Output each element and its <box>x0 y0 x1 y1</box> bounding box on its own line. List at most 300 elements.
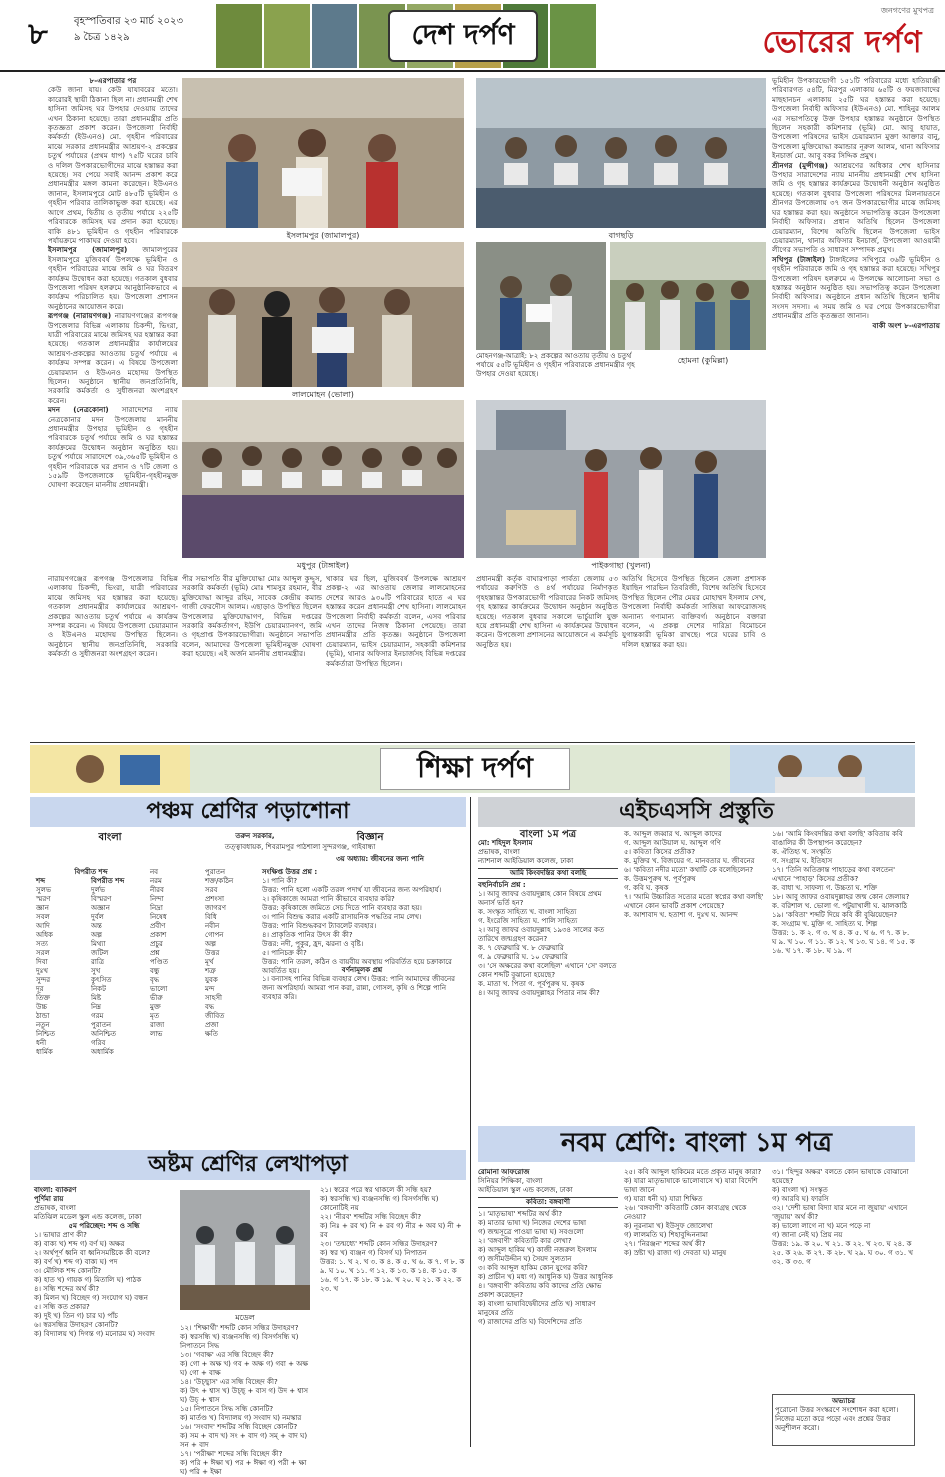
question-line: ২৩। 'তন্মধ্যে' শব্দটি কোন সন্ধির উদাহরণ? <box>320 1240 438 1248</box>
antonym-word: প্রবীণ <box>150 922 166 930</box>
class8-photo <box>180 1190 310 1310</box>
antonym-row <box>36 904 146 913</box>
question-line: ক) স্রষ্টা খ) রাজা গ) দেবতা ঘ) মানুষ <box>624 1249 727 1257</box>
class5-q-heading: সংক্ষিপ্ত উত্তর প্রশ্ন : <box>262 868 318 876</box>
antonym-word: সবল <box>36 913 50 921</box>
antonym-word: দিবা <box>36 958 48 966</box>
date-bangla: ৯ চৈত্র ১৪২৯ <box>74 32 130 43</box>
antonym-opposite: নিকট <box>91 985 106 993</box>
question-line: ২৬। 'বঙ্গবাণী' কবিতাটি কোন কাব্যগ্রন্থ থেকে নেওয়া? <box>624 1204 747 1221</box>
photo-mohanganj <box>476 242 606 350</box>
hsc-col-2 <box>624 830 764 1120</box>
hsc-col-3 <box>772 830 915 1120</box>
class9-topic: কবিতা: বঙ্গবাণী <box>478 1197 618 1208</box>
antonym-row <box>150 904 260 913</box>
antonym-word: নীরব <box>150 886 164 894</box>
question-line: গ) আরবি ঘ) ফারসি <box>772 1195 829 1203</box>
photo-mohanganj-image <box>476 242 606 350</box>
antonym-word: সত্য <box>36 940 48 948</box>
antonym-opposite: মন্দ <box>205 985 215 993</box>
antonym-word: সুলভ <box>36 886 52 894</box>
class8-col-3 <box>320 1186 466 1448</box>
antonym-word: নিদ্রা <box>150 904 163 912</box>
question-line: উত্তর: ১৯. ক ২০. খ ২১. ক ২২. খ ২৩. ঘ ২৪. ক ২৫. ক ২৬. ক ২৭. ক ২৮. খ ২৯. ঘ ৩০. গ ৩১. খ ৩২. ক ৩৩. গ <box>772 1240 913 1266</box>
photo-lalmohan <box>182 242 464 387</box>
hsc-author: মো: শহিদুল ইসলাম <box>478 839 533 847</box>
antonym-word: নিন্দা <box>150 895 164 903</box>
hsc-title: এইচএসসি প্রস্তুতি <box>478 797 915 827</box>
question-line: উত্তর: পানি হলো একটি তরল পদার্থ যা জীবনের জন্য অপরিহার্য। <box>262 886 442 894</box>
caption-homna: হোমনা (কুমিল্লা) <box>677 356 729 365</box>
class5-essay-heading: বর্ণনামূলক প্রশ্ন <box>341 966 383 974</box>
antonym-row <box>36 1003 146 1012</box>
question-line: ২। 'বঙ্গবাণী' কবিতাটি কার লেখা? <box>478 1237 572 1245</box>
question-line: ৫। পানিচক্র কী? <box>262 949 307 957</box>
antonym-word: উচ্চ <box>36 1003 48 1011</box>
date-gregorian: বৃহস্পতিবার ২৩ মার্চ ২০২৩ <box>74 16 184 27</box>
caption-lalmohan: লালমোহন (ভোলা) <box>292 390 354 399</box>
class5-author-school: তত্ত্বাবধায়ক, শিবরামপুর পাঠশালা সুন্দরগঞ্জ, গাইবান্ধা <box>224 843 376 851</box>
question-line: ক. ঐতিহ্য খ. সংস্কৃতি <box>772 848 832 856</box>
question-line: গ. কবি ঘ. কৃষক <box>624 884 669 892</box>
continuation-kicker: ৮-এরপাতার পর <box>89 76 137 85</box>
antonym-word: মুক্ত <box>150 1003 161 1011</box>
body-sreenagar: আশ্রয়ণের অধিকার শেখ হাসিনার উপহার সারাদেশের ন্যায় মাননীয় প্রধানমন্ত্রী শেখ হাসিনা জমি ও গৃহ হস্তান্তর কার্যক্রমের উদ্বোধনী অনুষ্ঠান অনুষ্ঠিত হয়েছে। গতকাল বুধবার উপজেলা পরিষদের মিলনায়তনে শ্রীনগর উপজেলায় ৩৭ জন উপকারভোগীর মাঝে জমিসহ ঘর হস্তান্তর করা হয়। অনুষ্ঠানে সভাপতিত্ব করেন উপজেলা নির্বাহী অফিসার। প্রধান অতিথি ছিলেন উপজেলা চেয়ারম্যান, বিশেষ অতিথি ছিলেন উপজেলা ভাইস চেয়ারম্যান, থানার অফিসার ইনচার্জ, উপজেলা আওয়ামী লীগের সভাপতি ও সাধারণ সম্পাদক প্রমুখ। <box>772 160 940 255</box>
class9-col-3 <box>772 1168 915 1388</box>
antonym-row <box>150 1030 260 1039</box>
caption-baghchari: বাগছড়ি <box>608 231 634 240</box>
logo-tagline: জনগণের মুখপত্র <box>880 6 934 15</box>
antonym-word: ভীরু <box>150 994 163 1002</box>
antonym-row <box>150 886 260 895</box>
antonym-word: বন্ধু <box>150 967 160 975</box>
antonym-row <box>150 985 260 994</box>
body-sakhipur: টাঙ্গাইলের সখিপুরে ৩৬টি ভূমিহীন ও গৃহহীন পরিবারকে জমি ও গৃহ হস্তান্তর করা হয়েছে। সখিপুর উপজেলা পরিষদ হলরুমে এ উপলক্ষে আলোচনা সভা ও হস্তান্তর অনুষ্ঠান অনুষ্ঠিত হয়। সভাপতিত্ব করেন উপজেলা নির্বাহী অফিসার। অনুষ্ঠানে প্রধান অতিথি ছিলেন স্থানীয় সংসদ সদস্য। এ সময় জমি ও ঘর পেয়ে উপকারভোগীরা প্রধানমন্ত্রীর প্রতি কৃতজ্ঞতা জানান। <box>772 254 940 321</box>
photo-lalmohan-image <box>182 242 464 387</box>
class8-col-1 <box>34 1186 174 1448</box>
antonym-col-word: শব্দ <box>36 877 46 885</box>
antonym-opposite: অল্প <box>91 931 103 939</box>
class9-author-school: আইডিয়াল স্কুল এন্ড কলেজ, ঢাকা <box>478 1186 573 1194</box>
question-line: গ) জসীমউদ্দীন ঘ) সৈয়দ সুলতান <box>478 1255 572 1263</box>
question-line: ৫। কবিতা কিসের প্রতীক? <box>624 848 696 856</box>
antonym-opposite: শত্রু <box>205 967 216 975</box>
question-line: ৪। আবু জাফর ওবায়দুল্লাহর পিতার নাম কী? <box>478 989 600 997</box>
antonym-opposite: মিথ্যা <box>91 940 106 948</box>
body-islampur: জামালপুরের ইসলামপুরে মুজিববর্ষ উপলক্ষে ভূমিহীন ও গৃহহীন পরিবারের মাঝে জমি ও ঘর বিতরণ কার্যক্রম উদ্বোধন করা হয়েছে। গতকাল বুধবার উপজেলা পরিষদ হলরুমে আনুষ্ঠানিকভাবে এ কার্যক্রম পরিচালিত হয়। উপজেলা প্রশাসন অনুষ্ঠানের আয়োজন করে। <box>48 245 178 311</box>
antonym-row <box>150 931 260 940</box>
question-line: উত্তর: কৃষিকাজে জমিতে সেচ দিতে পানি ব্যবহার করা হয়। <box>262 904 422 912</box>
question-line: ক. বাধা খ. সাফল্য গ. উচ্চতা ঘ. শক্তি <box>772 884 878 892</box>
newspaper-logo <box>745 8 940 66</box>
question-line: ২১। স্বরের পরে স্বর থাকলে কী সন্ধি হয়? <box>320 1186 432 1194</box>
question-line: ক) বাংলা খ) সংস্কৃত <box>772 1186 828 1194</box>
sub-madan: মদন (নেত্রকোনা) <box>48 405 109 415</box>
photo-baghchari-image <box>476 78 766 228</box>
antonym-word: ধার্মিক <box>36 1048 53 1056</box>
question-line: ৪। প্রাকৃতিক পানির উৎস কী কী? <box>262 931 353 939</box>
question-line: ক) উৎ + শ্বাস খ) উচ্ছ্ + বাস গ) উদ + শ্বাস ঘ) উচ্ + শ্বাস <box>180 1387 308 1404</box>
question-line: ২। আবু জাফর ওবায়দুল্লাহ ১৯৩৪ সালের কত তারিখে জন্মগ্রহণ করেন? <box>478 926 605 943</box>
question-line: ক) দুই খ) তিন গ) চার ঘ) পাঁচ <box>34 1312 118 1320</box>
class8-chapter: ৫ম পরিচ্ছেদ: শব্দ ও সন্ধি <box>68 1222 140 1230</box>
class8-photo-image <box>180 1190 310 1310</box>
question-line: ২৫। কবি আব্দুল হাকিমের মতে প্রকৃত মানুষ কারা? <box>624 1168 762 1176</box>
antonym-word: নরম <box>150 877 162 885</box>
class5-antonyms-2 <box>150 868 260 1138</box>
class8-photo-caption: মডেল <box>235 1313 255 1322</box>
antonym-row <box>36 1021 146 1030</box>
antonym-list <box>36 886 146 1057</box>
question-line: ক) আব্দুল হাকিম খ) কাজী নজরুল ইসলাম <box>478 1246 597 1254</box>
antonym-row <box>150 913 260 922</box>
question-line: গ) লালমতি ঘ) শিহাবুদ্দিননামা <box>624 1231 708 1239</box>
question-line: ক. ৭ ফেব্রুয়ারি খ. ৮ ফেব্রুয়ারি <box>478 944 564 952</box>
antonym-row <box>36 994 146 1003</box>
antonym-opposite: জটিল <box>91 949 109 957</box>
antonym-word: প্রশ্ন <box>150 949 160 957</box>
class9-author-role: সিনিয়র শিক্ষিকা, বাংলা <box>478 1177 543 1185</box>
antonym-opposite: অজ্ঞান <box>91 904 110 912</box>
right-col-text: ভূমিহীন উপকারভোগী ১৫১টি পরিবারের মধ্যে হাতিয়াঞ্জী পরিবারগত ৫৪টি, মিরপুর এলাকায় ৬৫টি ও ফয়জাবাদের মাছহানচন এলাকায় ২৫টি ঘর হস্তান্তর করা হয়েছে। উপজেলা নির্বাহী অফিসার (ইউএনও) মো. শাহিনুর আলম এর সভাপতিত্বে উক্ত উপহার হস্তান্তর অনুষ্ঠানে উপস্থিত ছিলেন সহকারী কমিশনার (ভূমি) মো. আবু হায়াত, উপজেলা পরিষদের ভাইস চেয়ারম্যান মুক্তা আক্তার বানু, উপজেলা মুক্তিযোদ্ধা কমান্ডার নূরুল আলম, থানা অফিসার ইনচার্জ মো. আবু বকর সিদ্দিক প্রমুখ। <box>772 76 940 161</box>
antonym-row <box>150 958 260 967</box>
hsc-topic: আমি কিংবদন্তির কথা বলছি <box>478 868 618 879</box>
antonym-word: দূর <box>36 985 44 993</box>
caption-islampur: ইসলামপুর (জামালপুর) <box>286 231 360 240</box>
antonym-opposite: পুরাতন <box>205 868 226 876</box>
class9-author: রোমানা আফরোজ <box>478 1168 530 1176</box>
question-line: ক. বরিশাল খ. ভোলা গ. পটুয়াখালী ঘ. ঝালকাঠি <box>772 902 908 910</box>
antonym-row <box>150 1003 260 1012</box>
question-line: গ. ইংরেজি সাহিত্য ঘ. পালি সাহিত্য <box>478 917 578 925</box>
question-line: ১৩। 'গবাক্ষ' এর সন্ধি বিচ্ছেদ কী? <box>180 1351 274 1359</box>
antonym-word: বৃদ্ধ <box>150 976 160 984</box>
class9-question-list <box>478 1210 618 1327</box>
class5-essay-text: ১। বন্যাসহ পানির বিভিন্ন ব্যবহার লেখ। উত্তর: পানি আমাদের জীবনের জন্য অপরিহার্য। আমরা পান করা, রান্না, গোসল, কৃষি ও শিল্পে পানি ব্যবহার করি। <box>262 975 456 1001</box>
question-line: ক) স্বরসন্ধি খ) ব্যঞ্জনসন্ধি গ) বিসর্গসন্ধি ঘ) নিপাতনে সিদ্ধ <box>180 1333 299 1350</box>
question-line: ক) যারা মাতৃভাষাকে ভালোবাসে খ) যারা বিদেশি ভাষা জানে <box>624 1177 758 1194</box>
antonym-opposite: নিম্ন <box>91 1003 102 1011</box>
antonym-row <box>150 967 260 976</box>
antonym-row <box>36 931 146 940</box>
antonym-row <box>36 967 146 976</box>
antonym-opposite: শক্ত/কঠিন <box>205 877 234 885</box>
left-bottom-text: নারায়ণগঞ্জের রূপগঞ্জ উপজেলার বিভিন্ন এলাকায় চিকন্দী, ভিংরা, যাত্রী পরিবারের মাঝে জমিসহ ঘর হস্তান্তর করা হয়েছে। গতকাল প্রধানমন্ত্রীর কার্যালয়ের আশ্রয়ণ-প্রকল্পের আওতায় চতুর্থ পর্যায়ে এ কার্যক্রম সম্পন্ন করেন। এ বিষয়ে উপজেলা চেয়ারম্যান ও ইউএনও মহোদয় উপস্থিত ছিলেন। অনুষ্ঠানে স্থানীয় জনপ্রতিনিধি, সরকারি কর্মকর্তা ও সুধীজনরা অংশগ্রহণ করেন। <box>48 574 178 659</box>
question-line: ক) স্বর খ) ব্যঞ্জন গ) বিসর্গ ঘ) নিপাতন <box>320 1249 427 1257</box>
class8-author-school: মতিঝিল মডেল স্কুল এন্ড কলেজ, ঢাকা <box>34 1213 142 1221</box>
logo-name: ভোরের দর্পণ <box>762 25 923 60</box>
antonym-word: নিশ্চিত <box>36 1030 55 1038</box>
class9-col-1 <box>478 1168 618 1448</box>
center-divider <box>470 797 471 1447</box>
story-mid-text: পীর সভাপতি বীর মুক্তিযোদ্ধা মোঃ আব্দুল কুদ্দুস, সরকারি কর্মকর্তা (ভূমি) মোঃ শামসুর রহমান, বীর মুক্তিযোদ্ধা আব্দুর রহিম, সাবেক কেন্দ্রীয় কমান্ড গাজী ফেরদৌস আলম। এছাড়াও উপস্থিত ছিলেন উপজেলার মুক্তিযোদ্ধাগণ, বিভিন্ন দপ্তরের সরকারি কর্মকর্তাগণ, ইউপি চেয়ারম্যানগণ, জমি ও গৃহপ্রাপ্ত উপকারভোগীরা। অনুষ্ঠানে সভাপতি বলেন, আমাদের উপজেলা ভূমিহীনমুক্ত ঘোষণা করা হয়েছে। এই অর্জন মাননীয় প্রধানমন্ত্রীর। <box>182 574 322 659</box>
sub-sakhipur: সখিপুর (টাঙ্গাইল) <box>772 254 826 264</box>
sub-rupganj: রূপগঞ্জ (নারায়ণগঞ্জ) <box>48 311 112 321</box>
question-line: ২। কৃষিকাজে আমরা পানি কীভাবে ব্যবহার করি? <box>262 895 395 903</box>
sub-islampur: ইসলামপুর (জামালপুর) <box>48 245 128 255</box>
antonym-opposite: অধার্মিক <box>91 1048 114 1056</box>
antonym-header-row <box>36 877 146 886</box>
antonym-row <box>36 958 146 967</box>
hsc-q-heading: বহুনির্বাচনি প্রশ্ন : <box>478 881 526 889</box>
antonym-row <box>150 949 260 958</box>
antonym-row <box>150 895 260 904</box>
question-line: ৪। 'বঙ্গবাণী' কবিতায় কবি কাদের প্রতি ক্ষোভ প্রকাশ করেছেন? <box>478 1282 602 1299</box>
antonym-row <box>150 868 260 877</box>
photo-paikgacha-image <box>476 400 766 558</box>
class5-subject-science: বিজ্ঞান <box>356 832 384 843</box>
page-number: ৮ <box>28 17 48 52</box>
class9-question-list-3 <box>772 1168 915 1267</box>
education-section-title: শিক্ষা দর্পণ <box>380 748 570 790</box>
question-line: ৩। মৌলিক শব্দ কোনটি? <box>34 1267 102 1275</box>
question-line: ১। 'মাতৃভাষা' শব্দটির অর্থ কী? <box>478 1210 563 1218</box>
antonym-word: জ্ঞান <box>36 904 49 912</box>
hsc-author-school: ন্যাশনাল আইডিয়াল কলেজ, ঢাকা <box>478 857 574 865</box>
antonym-opposite: পুরাতন <box>91 1021 112 1029</box>
class8-question-list-3 <box>320 1186 466 1294</box>
question-line: গ. সংগ্রাম ঘ. ইতিহাস <box>772 857 833 865</box>
antonym-opposite: সাহসী <box>205 994 222 1002</box>
question-line: ক. সংস্কৃত সাহিত্য খ. বাংলা সাহিত্য <box>478 908 577 916</box>
antonym-opposite: রাত্রি <box>91 958 105 966</box>
antonym-row <box>36 913 146 922</box>
question-line: ৭। 'আমি উচ্চারিত সত্যের মতো স্বপ্নের কথা বলছি' এখানে কোন ভাবটি প্রকাশ পেয়েছে? <box>624 893 764 910</box>
story-col4-text: প্রধানমন্ত্রী কর্তৃক বাঘারপাড়া পার্বত্য জেলায় ৫৩ পর্যায়ের করুণিউ ও ৪র্থ পর্যায়ের নির্মাণকৃত গৃহহস্তান্তর উপকারভোগী পরিবারের নিকট জমিসহ গৃহ হস্তান্তর কার্যক্রমের উদ্বোধন অনুষ্ঠান অনুষ্ঠিত হয়েছে। গতকাল বুধবার সকালে ভার্চুয়ালি যুক্ত হয়ে প্রধানমন্ত্রী শেখ হাসিনা এ কার্যক্রমের উদ্বোধন করেন। উপজেলা প্রশাসনের আয়োজনে এ কর্মসূচি অনুষ্ঠিত হয়। <box>476 574 618 649</box>
section-title: দেশ দর্পণ <box>388 10 538 62</box>
question-line: ক) বাক্য খ) শব্দ গ) বর্ণ ঘ) অক্ষর <box>34 1240 125 1248</box>
antonym-opposite: জাগরণ <box>205 904 226 912</box>
question-line: ১৮। আবু জাফর ওবায়দুল্লাহর জন্ম কোন জেলায়? <box>772 893 910 901</box>
antonym-opposite: সুখ <box>91 967 101 975</box>
question-line: গ) জানা নেই ঘ) প্রিয় নয় <box>772 1231 843 1239</box>
antonym-opposite: গরিব <box>91 1039 106 1047</box>
antonym-opposite: মূর্খ <box>205 958 214 966</box>
antonym-row <box>36 949 146 958</box>
question-line: ১। পানি কী? <box>262 877 298 885</box>
antonym-word: লাভ <box>150 1030 163 1038</box>
question-line: ৩। 'সে অক্ষরের কথা বলেছিল' এখানে 'সে' বলতে কোন শব্দটি বুঝানো হয়েছে? <box>478 962 617 979</box>
question-line: ৩১। 'হিন্দুর অক্ষর' বলতে কোন ভাষাকে বোঝানো হয়েছে? <box>772 1168 909 1185</box>
question-line: ক. সংগ্রাম খ. মুক্তি গ. সাহিত্য ঘ. শিল্প <box>772 920 878 928</box>
antonym-row <box>36 886 146 895</box>
photo-islampur-image <box>182 78 464 228</box>
question-line: ক. মাতা খ. পিতা গ. পূর্বপুরুষ ঘ. কৃষক <box>478 980 585 988</box>
story-col-mid <box>182 574 322 740</box>
caption-paikgacha: পাইকগাছা (খুলনা) <box>591 561 651 570</box>
lead-left-column <box>48 76 178 564</box>
question-line: ক) হাত খ) গায়ক গ) মিতালি ঘ) পাঠক <box>34 1276 142 1284</box>
antonym-opposite: দুর্লভ <box>91 886 106 894</box>
antonym-row <box>150 994 260 1003</box>
caption-madhupur: মধুপুর (টাঙ্গাইল) <box>297 561 349 570</box>
question-line: ক) মার্তণ্ড খ) বিদ্যালয় গ) সংবাদ ঘ) নমস্কার <box>180 1414 302 1422</box>
antonym-opposite: অনিশ্চিত <box>91 1030 117 1038</box>
antonym-opposite: অল্প <box>205 940 217 948</box>
question-line: ক. উত্তমপুরুষ খ. পূর্বপুরুষ <box>624 875 696 883</box>
antonym-row <box>150 976 260 985</box>
hsc-col-1 <box>478 830 618 1120</box>
question-line: ক. মুক্তির খ. বিজয়ের গ. মানবতার ঘ. জীবনের <box>624 857 755 865</box>
question-line: গ. ৯ ফেব্রুয়ারি ঘ. ১০ ফেব্রুয়ারি <box>478 953 568 961</box>
class5-author: তরুন সরকার, <box>235 832 275 840</box>
class8-question-list <box>34 1231 174 1339</box>
notice-text: পুরোনো উত্তর সংস্করণে সংশোধন করা হলো। নিজের মতো করে পড়ো এবং প্রশ্নের উত্তর অনুশীলন করো। <box>775 1406 899 1432</box>
hsc-question-list-3 <box>772 830 915 956</box>
antonym-heading: বিপরীত শব্দ <box>74 868 108 876</box>
antonym-row <box>36 895 146 904</box>
question-line: ক) সম + বাদ খ) সং + বাদ গ) সম্ + বাদ ঘ) সন + বাদ <box>180 1432 308 1449</box>
antonym-row <box>36 1039 146 1048</box>
class8-question-list-2 <box>180 1324 315 1477</box>
strip-photo-1 <box>216 4 262 68</box>
question-line: ক) গো + অক্ষ খ) গব + অক্ষ গ) গবা + অক্ষ ঘ) গো + বাক্ষ <box>180 1360 309 1377</box>
photo-madhupur-image <box>182 400 464 558</box>
antonym-word: সরল <box>36 949 50 957</box>
class9-col-2 <box>624 1168 764 1448</box>
antonym-word: ভালো <box>150 985 168 993</box>
question-line: ক) প্রাচীন খ) মধ্য গ) আধুনিক ঘ) উত্তর আধুনিক <box>478 1273 613 1281</box>
antonym-opposite: অন্ত <box>91 922 102 930</box>
strip-photo-8 <box>550 4 596 68</box>
class5-subject-bangla: বাংলা <box>98 832 122 843</box>
antonym-word: ঠান্ডা <box>36 1012 50 1020</box>
hsc-question-list-2 <box>624 830 764 920</box>
antonym-row <box>36 922 146 931</box>
question-line: উত্তর: পানি তরল, কঠিন ও বায়বীয় অবস্থায় পরিবর্তিত হয়ে চক্রাকারে আবর্তিত হয়। <box>262 958 452 975</box>
antonym-list-2 <box>150 868 260 1039</box>
question-line: উত্তর: ১. ক ২. গ ৩. খ ৪. ক ৫. খ ৬. গ ৭. ক ৮. ঘ ৯. খ ১০. গ ১১. ক ১২. খ ১৩. ঘ ১৪. গ ১৫. ক ১৬. খ ১৭. ক ১৮. ঘ ১৯. গ <box>772 929 915 955</box>
antonym-opposite: যুবক <box>205 976 218 984</box>
issue-date <box>74 14 214 46</box>
class8-author: পূর্ণিমা রায় <box>34 1195 64 1203</box>
question-line: ৫। সন্ধি কত প্রকার? <box>34 1303 90 1311</box>
antonym-word: স্মরণ <box>36 895 51 903</box>
antonym-row <box>150 940 260 949</box>
question-line: ক) স্বরসন্ধি খ) ব্যঞ্জনসন্ধি গ) বিসর্গসন্ধি ঘ) কোনোটিই নয় <box>320 1195 439 1212</box>
photo-homna-image <box>610 242 766 350</box>
antonym-col-opposite: বিপরীত শব্দ <box>91 877 125 885</box>
lead-left-bottom <box>48 574 178 740</box>
question-line: ক) নূরনামা খ) ইউসুফ জোলেখা <box>624 1222 713 1230</box>
question-line: গ) রাজাদের প্রতি ঘ) বিদেশিদের প্রতি <box>478 1318 582 1326</box>
antonym-opposite: প্রজা <box>205 1021 219 1029</box>
question-line: ক) বর্ণ খ) শব্দ গ) বাক্য ঘ) পদ <box>34 1258 118 1266</box>
question-line: ১। আবু জাফর ওবায়দুল্লাহ কোন বিষয়ে প্রথম অনার্স ভর্তি হন? <box>478 890 602 907</box>
antonym-opposite: মিষ্ট <box>91 994 102 1002</box>
antonym-word: নিষেধ <box>150 913 167 921</box>
sub-sreenagar: শ্রীনগর (মুন্সীগঞ্জ) <box>772 160 828 170</box>
antonym-word: ধনী <box>36 1039 47 1047</box>
hsc-subject: বাংলা ১ম পত্র <box>519 829 577 840</box>
antonym-opposite: বিধি <box>205 913 217 921</box>
notice-heading: অভ্যাচর <box>832 1397 855 1405</box>
body-madan: সারাদেশের ন্যায় নেত্রকোনার মদন উপজেলায় মাননীয় প্রধানমন্ত্রীর উপহার ভূমিহীন ও গৃহহীন পরিবারকে চতুর্থ পর্যায়ে জমি ও ঘর হস্তান্তর কার্যক্রমের উদ্বোধন অনুষ্ঠান অনুষ্ঠিত হয়। চতুর্থ পর্যায়ে সারাদেশে ৩৯,৩৬৫টি ভূমিহীন ও গৃহহীন পরিবারকে ঘর প্রদান ও ৭টি জেলা ও ১৫৯টি উপজেলাকে ভূমিহীন-গৃহহীনমুক্ত ঘোষণা করেছেন মাননীয় প্রধানমন্ত্রী। <box>48 405 178 490</box>
question-line: ১৬। 'আমি কিংবদন্তির কথা বলছি' কবিতায় কবি বাঙালির কী উপস্থাপন করেছেন? <box>772 830 903 847</box>
antonym-row <box>36 940 146 949</box>
class5-antonyms <box>36 868 146 1138</box>
question-line: ৬। 'কবিতা নদীর মতো' কথাটি কে বলেছিলেন? <box>624 866 754 874</box>
photo-baghchari <box>476 78 766 228</box>
antonym-word: দুঃখ <box>36 967 49 975</box>
antonym-opposite: দুর্বল <box>91 913 104 921</box>
antonym-opposite: সরব <box>205 886 218 894</box>
antonym-word: সুন্দর <box>36 976 51 984</box>
antonym-word: অধিক <box>36 931 53 939</box>
question-line: ২২। 'নীরব' শব্দটির সন্ধি বিচ্ছেদ কী? <box>320 1213 422 1221</box>
class8-author-role: প্রভাষক, বাংলা <box>34 1204 76 1212</box>
question-line: উত্তর: ১. খ ২. খ ৩. ক ৪. ক ৫. খ ৬. ক ৭. গ ৮. ক ৯. ঘ ১০. খ ১১. গ ১২. ক ১৩. ক ১৪. ক ১৫. ক ১৬. গ ১৭. ক ১৮. ক ১৯. খ ২০. ঘ ২১. ক ২২. ক ২৩. খ <box>320 1258 465 1293</box>
antonym-row <box>150 922 260 931</box>
question-line: ৬। স্বরসন্ধির উদাহরণ কোনটি? <box>34 1321 119 1329</box>
strip-photo-3 <box>312 4 358 68</box>
question-line: ১৭। 'তিনি অতিক্রান্ত পাহাড়ের কথা বলতেন' এখানে 'পাহাড়' কিসের প্রতীক? <box>772 866 895 883</box>
question-line: ৩। পানি বিশুদ্ধ করার একটি রাসায়নিক পদ্ধতির নাম লেখ। <box>262 913 422 921</box>
question-line: ক) বিদ্যালয় খ) দিগন্ত গ) মনোরম ঘ) সংবাদ <box>34 1330 155 1338</box>
antonym-opposite: গোপন <box>205 931 224 939</box>
hsc-question-list <box>478 890 618 998</box>
photo-paikgacha <box>476 400 766 558</box>
photo-madhupur <box>182 400 464 558</box>
class5-qa-list <box>262 877 462 976</box>
antonym-word: তিক্ত <box>36 994 51 1002</box>
question-line: ২। অর্থপূর্ণ ধ্বনি বা ধ্বনিসমষ্টিকে কী বলে? <box>34 1249 151 1257</box>
antonym-row <box>36 976 146 985</box>
question-line: ৩২। 'দেশী ভাষা বিদ্যা যার মনে না জুয়ায়' এখানে 'জুয়ায়' অর্থ কী? <box>772 1204 908 1221</box>
story-col-4 <box>476 574 618 740</box>
lead-right-column <box>772 76 940 740</box>
question-line: গ) জন্মসূত্রে পাওয়া ভাষা ঘ) সবগুলো <box>478 1228 584 1236</box>
class8-col-2-bottom <box>180 1324 315 1476</box>
hsc-author-role: প্রভাষক, বাংলা <box>478 848 520 856</box>
continued-note: বাকী অংশ ৮-এরপাতায় <box>872 320 940 330</box>
antonym-word: মৃত <box>150 1012 160 1020</box>
photo-homna <box>610 242 766 350</box>
question-line: ক) নিঃ + রব খ) নি + রব গ) নীর + অব ঘ) নী + রব <box>320 1222 462 1239</box>
question-line: ১৯। 'কবিতা' শব্দটি দিয়ে কবি কী বুঝিয়েছেন? <box>772 911 898 919</box>
story-col-5 <box>622 574 766 740</box>
antonym-opposite: ক্ষতি <box>205 1030 218 1038</box>
antonym-word: নব <box>150 868 159 876</box>
class5-chapter: ৩য় অধ্যায়: জীবনের জন্য পানি <box>336 855 424 863</box>
antonym-row <box>150 1021 260 1030</box>
caption-mohanganj: মোহনগঞ্জ-আত্রাই: ৮২ প্রকল্পের আওতায় তৃতীয় ও চতুর্থ পর্যায়ে ৫৫টি ভূমিহীন ও গৃহহীন পরিবারকে প্রধানমন্ত্রীর গৃহ উপহার দেওয়া হয়েছে। <box>476 352 635 378</box>
antonym-word: প্রকাশ <box>150 931 167 939</box>
class9-title: নবম শ্রেণি: বাংলা ১ম পত্র <box>478 1126 915 1162</box>
antonym-opposite: প্রশংসা <box>205 895 225 903</box>
horizontal-divider <box>30 742 915 743</box>
question-line: ১৭। 'পরীক্ষা' শব্দের সন্ধি বিচ্ছেদ কী? <box>180 1450 283 1458</box>
class8-subject: বাংলা: ব্যাকরণ <box>34 1186 77 1194</box>
class9-notice <box>772 1394 915 1446</box>
antonym-row <box>36 1048 146 1057</box>
question-line: ক) মাতার ভাষা খ) নিজের দেশের ভাষা <box>478 1219 587 1227</box>
question-line: ক. আব্দুল জব্বার খ. আব্দুল কাদের <box>624 830 722 838</box>
question-line: ১৪। 'উচ্ছ্বাস' এর সন্ধি বিচ্ছেদ কী? <box>180 1378 278 1386</box>
antonym-opposite: জীবিত <box>205 1012 225 1020</box>
question-line: গ. আব্দুল আউয়াল ঘ. আব্দুল গণি <box>624 839 721 847</box>
masthead <box>0 0 945 72</box>
question-line: ১২। 'শিক্ষার্থী' শব্দটি কোন সন্ধির উদাহরণ? <box>180 1324 299 1332</box>
story-col3-text: খাকার ঘর ছিল, মুজিববর্ষ উপলক্ষে আশ্রয়ণ প্রকল্প-২ এর আওতায় জেলার লালমোহনের দেশের আরও ৯৩০টি পরিবারের হাতে এ ঘর হস্তান্তর করেন প্রধানমন্ত্রী শেখ হাসিনা। লালমোহন উপজেলা নির্বাহী কর্মকর্তা বলেন, এসব পরিবার এখন তাদের নিজস্ব ঠিকানা পেয়েছে। তারা প্রধানমন্ত্রীর প্রতি কৃতজ্ঞ। অনুষ্ঠানে উপজেলা চেয়ারম্যান, ভাইস চেয়ারম্যান, সহকারী কমিশনার (ভূমি), থানার অফিসার ইনচার্জসহ বিভিন্ন দপ্তরের কর্মকর্তারা উপস্থিত ছিলেন। <box>326 574 466 668</box>
antonym-opposite: বদ্ধ <box>205 1003 215 1011</box>
class8-title: অষ্টম শ্রেণির লেখাপড়া <box>30 1150 466 1180</box>
class5-essay <box>262 966 462 1138</box>
question-line: ক. আশাবাদ খ. হতাশা গ. দুঃখ ঘ. আনন্দ <box>624 911 738 919</box>
story-col-3 <box>326 574 466 740</box>
antonym-opposite: উত্তর <box>205 949 220 957</box>
question-line: ১৬। 'সংবাদ' শব্দটির সন্ধি বিচ্ছেদ কোনটি? <box>180 1423 298 1431</box>
